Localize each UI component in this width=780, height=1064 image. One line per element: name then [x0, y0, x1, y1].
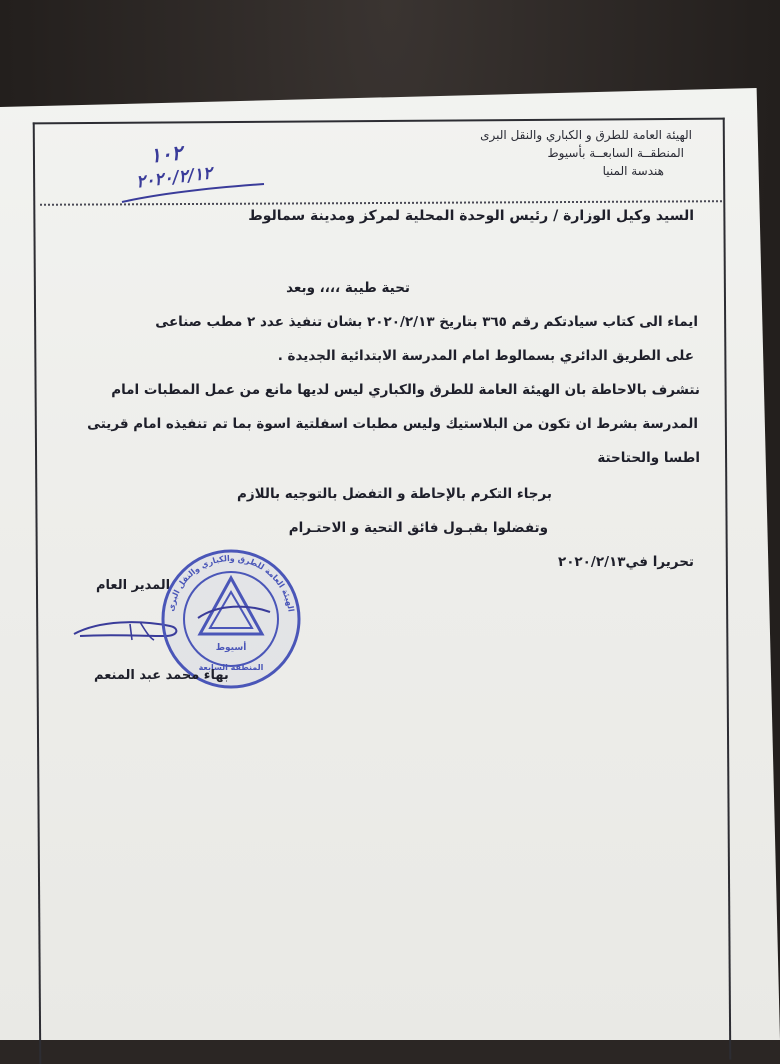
body-line-4: المدرسة بشرط ان تكون من البلاستيك وليس مطبات اسفلتية اسوة بما تم تنفيذه امام قريتى: [87, 416, 698, 432]
addressee: السيد وكيل الوزارة / رئيس الوحدة المحلية لمركز ومدينة سمالوط: [248, 208, 694, 224]
handwritten-underline: [118, 180, 268, 210]
handwritten-ref-date: ٢٠٢٠/٢/١٢: [135, 163, 214, 193]
stamp-center-text: المنطقة السابعة: [198, 663, 264, 672]
body-line-5: اطسا والحتاحتة: [597, 450, 700, 466]
closing-line: وتفضلوا بقبـول فائق التحية و الاحتـرام: [288, 520, 548, 536]
handwritten-ref-number: ١٠٢: [148, 140, 184, 168]
stamp-city: أسيوط: [215, 643, 247, 653]
body-line-1: ايماء الى كتاب سيادتكم رقم ٣٦٥ بتاريخ ٢٠٢٠/٢/١٣ بشان تنفيذ عدد ٢ مطب صناعى: [155, 314, 698, 330]
stamp-ring-text: الهيئة العامة للطرق والكباري والنقل البرى: [166, 553, 296, 613]
body-line-3: نتشرف بالاحاطة بان الهيئة العامة للطرق والكباري ليس لديها مانع من عمل المطبات امام: [111, 382, 700, 398]
body-line-2: على الطريق الدائري بسمالوط امام المدرسة الابتدائية الجديدة .: [277, 348, 694, 364]
letterhead-line-3: هندسة المنيا: [602, 164, 664, 178]
signatory-name: بهاء محمد عبد المنعم: [94, 668, 229, 683]
date-line: تحريرا في٢٠٢٠/٢/١٣: [557, 554, 694, 570]
signatory-title: المدير العام: [96, 578, 171, 593]
letterhead-line-2: المنطقــة السابعــة بأسيوط: [547, 146, 684, 160]
request-line: برجاء التكرم بالإحاطة و التفضل بالتوجيه باللازم: [236, 486, 552, 502]
greeting: تحية طيبة ،،،، وبعد: [286, 280, 410, 296]
letterhead-line-1: الهيئة العامة للطرق و الكباري والنقل البرى: [480, 128, 692, 142]
